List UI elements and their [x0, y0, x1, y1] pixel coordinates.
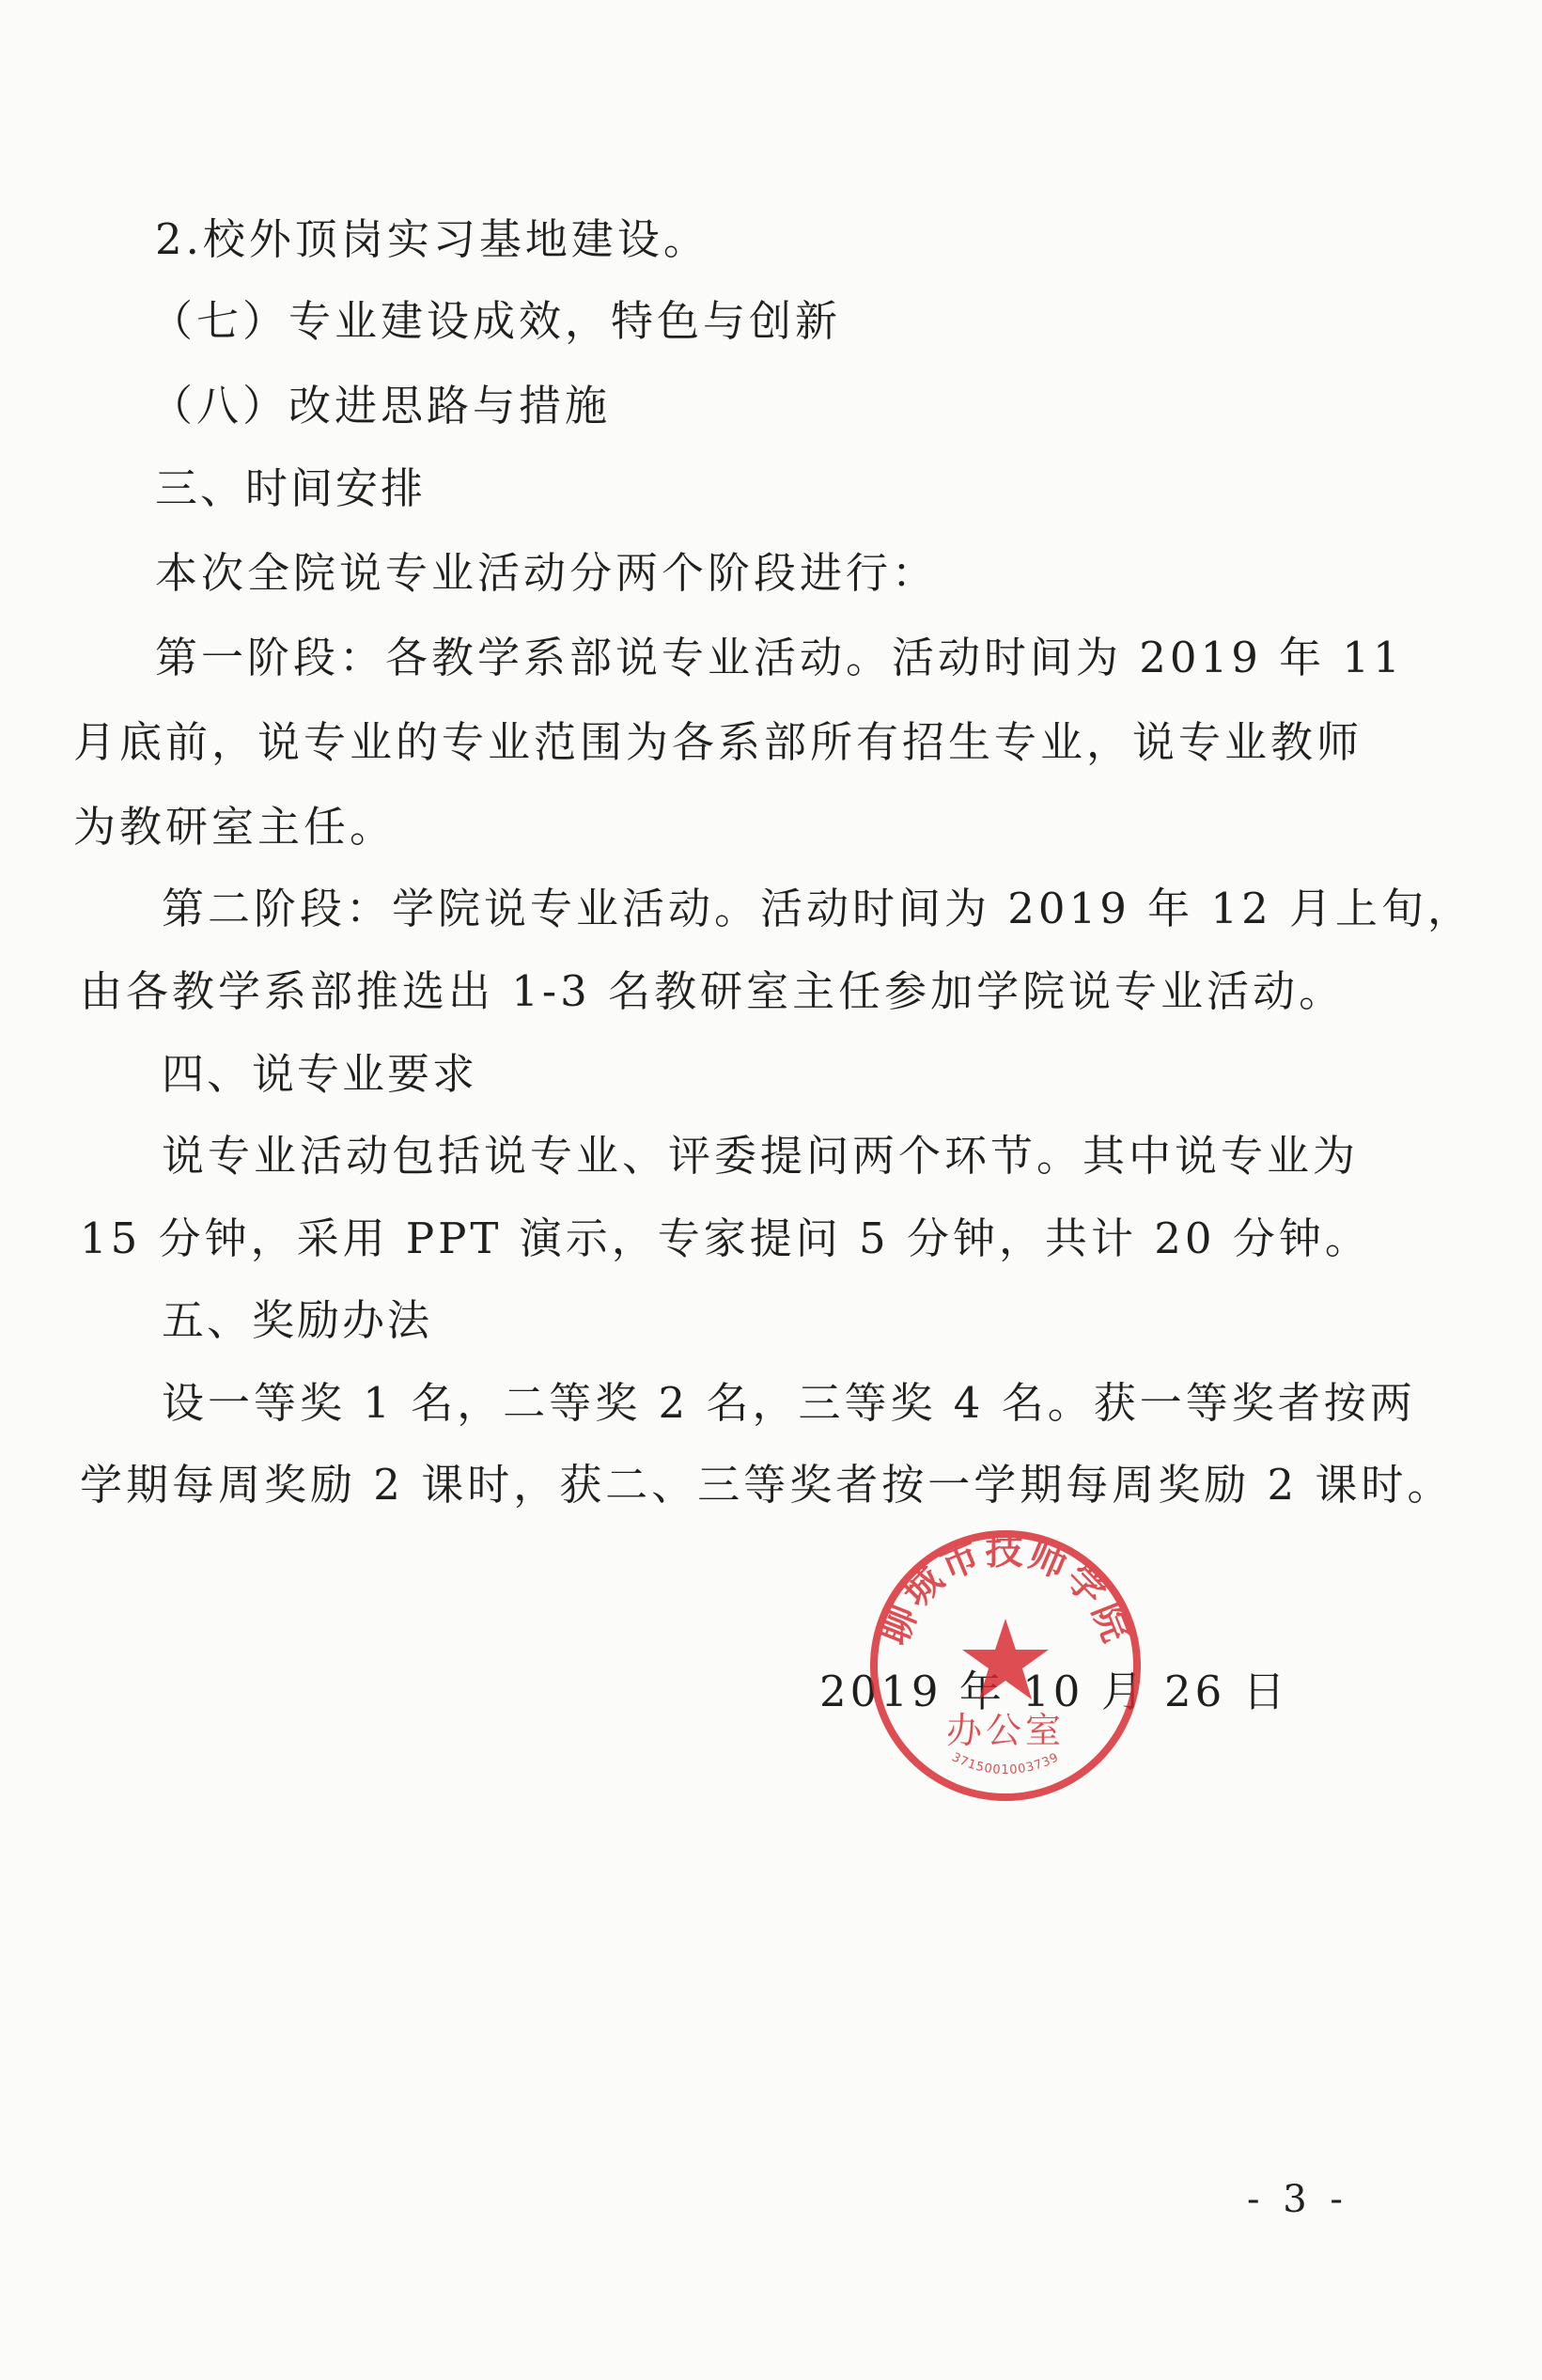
text-line-8: 为教研室主任。 — [73, 802, 397, 852]
seal-office-text: 办公室 — [945, 1710, 1066, 1751]
official-seal — [864, 1525, 1146, 1807]
seal-star-icon — [962, 1619, 1049, 1699]
text-line-9: 第二阶段：学院说专业活动。活动时间为 2019 年 12 月上旬， — [162, 884, 1474, 933]
text-line-13: 15 分钟，采用 PPT 演示，专家提问 5 分钟，共计 20 分钟。 — [80, 1213, 1371, 1263]
text-line-2: （七）专业建设成效，特色与创新 — [150, 296, 842, 346]
text-line-15: 设一等奖 1 名，二等奖 2 名，三等奖 4 名。获一等奖者按两 — [162, 1378, 1416, 1428]
page-number: - 3 - — [1247, 2178, 1348, 2221]
text-line-3: （八）改进思路与措施 — [150, 381, 612, 431]
text-line-7: 月底前，说专业的专业范围为各系部所有招生专业，说专业教师 — [73, 717, 1363, 767]
section-heading-schedule: 三、时间安排 — [155, 463, 427, 513]
seal-code-text: 3715001003739 — [949, 1750, 1062, 1778]
text-line-12: 说专业活动包括说专业、评委提问两个环节。其中说专业为 — [162, 1131, 1360, 1181]
text-line-1: 2.校外顶岗实习基地建设。 — [155, 214, 709, 264]
seal-org-text: 聊城市技师学院 — [872, 1529, 1139, 1651]
section-heading-requirements: 四、说专业要求 — [162, 1049, 478, 1099]
text-line-6: 第一阶段：各教学系部说专业活动。活动时间为 2019 年 11 — [155, 633, 1404, 682]
issue-date: 2019 年 10 月 26 日 — [819, 1667, 1289, 1716]
text-line-16: 学期每周奖励 2 课时，获二、三等奖者按一学期每周奖励 2 课时。 — [80, 1460, 1454, 1510]
text-line-5: 本次全院说专业活动分两个阶段进行： — [155, 548, 939, 598]
text-line-10: 由各教学系部推选出 1-3 名教研室主任参加学院说专业活动。 — [80, 966, 1346, 1016]
section-heading-rewards: 五、奖励办法 — [162, 1295, 433, 1345]
